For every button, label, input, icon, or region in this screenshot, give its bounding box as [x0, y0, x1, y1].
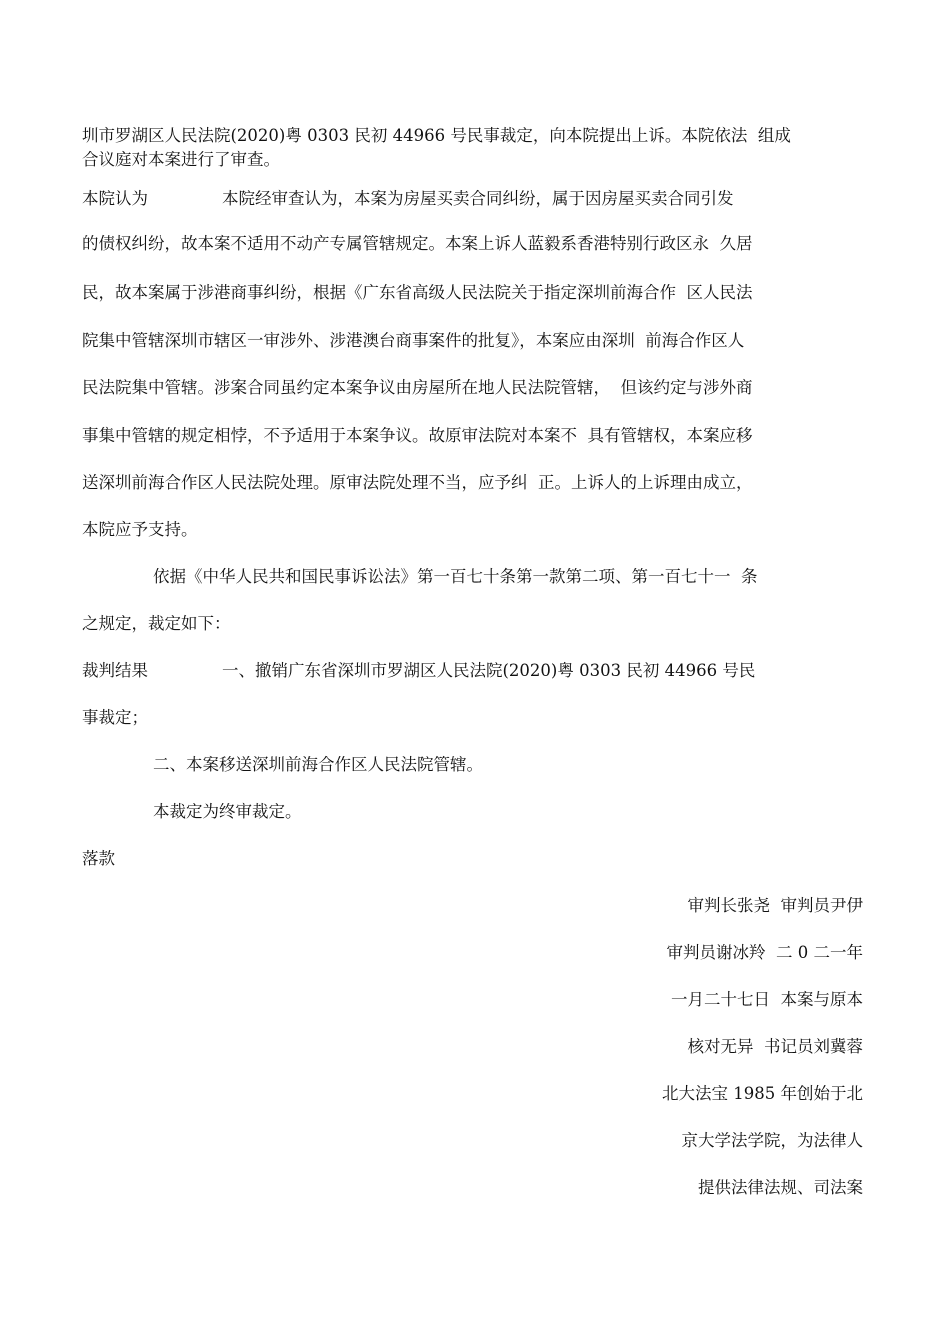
reasoning-line: 事集中管辖的规定相悖，不予适用于本案争议。故原审法院对本案不 具有管辖权，本案应移	[82, 426, 753, 445]
reasoning-line: 的债权纠纷，故本案不适用不动产专属管辖规定。本案上诉人蓝毅系香港特别行政区永 久居	[82, 234, 753, 253]
result-item-2: 二、本案移送深圳前海合作区人民法院管辖。	[153, 755, 483, 774]
signature-line: 京大学法学院，为法律人	[681, 1131, 863, 1150]
signature-line: 审判长张尧 审判员尹伊	[687, 896, 863, 915]
reasoning-line: 本院应予支持。	[82, 520, 198, 539]
signature-label: 落款	[82, 849, 115, 868]
reasoning-label: 本院认为	[82, 189, 148, 208]
result-final: 本裁定为终审裁定。	[153, 802, 302, 821]
signature-line: 北大法宝 1985 年创始于北	[662, 1084, 863, 1103]
result-first-line: 一、撤销广东省深圳市罗湖区人民法院(2020)粤 0303 民初 44966 号民	[222, 661, 756, 680]
basis-line-2: 之规定，裁定如下：	[82, 614, 231, 633]
signature-line: 一月二十七日 本案与原本	[671, 990, 863, 1009]
opening-line-2: 合议庭对本案进行了审查。	[82, 150, 280, 169]
opening-line-1: 圳市罗湖区人民法院(2020)粤 0303 民初 44966 号民事裁定，向本院提出上诉。本院依法 组成	[82, 126, 791, 145]
reasoning-line: 院集中管辖深圳市辖区一审涉外、涉港澳台商事案件的批复》，本案应由深圳 前海合作区人	[82, 331, 745, 350]
signature-line: 审判员谢冰羚 二 0 二一年	[666, 943, 863, 962]
result-label: 裁判结果	[82, 661, 148, 680]
reasoning-first-line: 本院经审查认为，本案为房屋买卖合同纠纷，属于因房屋买卖合同引发	[222, 189, 734, 208]
reasoning-line: 送深圳前海合作区人民法院处理。原审法院处理不当，应予纠 正。上诉人的上诉理由成立，	[82, 473, 753, 492]
signature-line: 核对无异 书记员刘冀蓉	[687, 1037, 863, 1056]
reasoning-line: 民法院集中管辖。涉案合同虽约定本案争议由房屋所在地人民法院管辖， 但该约定与涉外商	[82, 378, 753, 397]
basis-line-1: 依据《中华人民共和国民事诉讼法》第一百七十条第一款第二项、第一百七十一 条	[153, 567, 758, 586]
reasoning-line: 民，故本案属于涉港商事纠纷，根据《广东省高级人民法院关于指定深圳前海合作 区人民法	[82, 283, 753, 302]
signature-line: 提供法律法规、司法案	[698, 1178, 863, 1197]
result-line-2: 事裁定；	[82, 708, 148, 727]
